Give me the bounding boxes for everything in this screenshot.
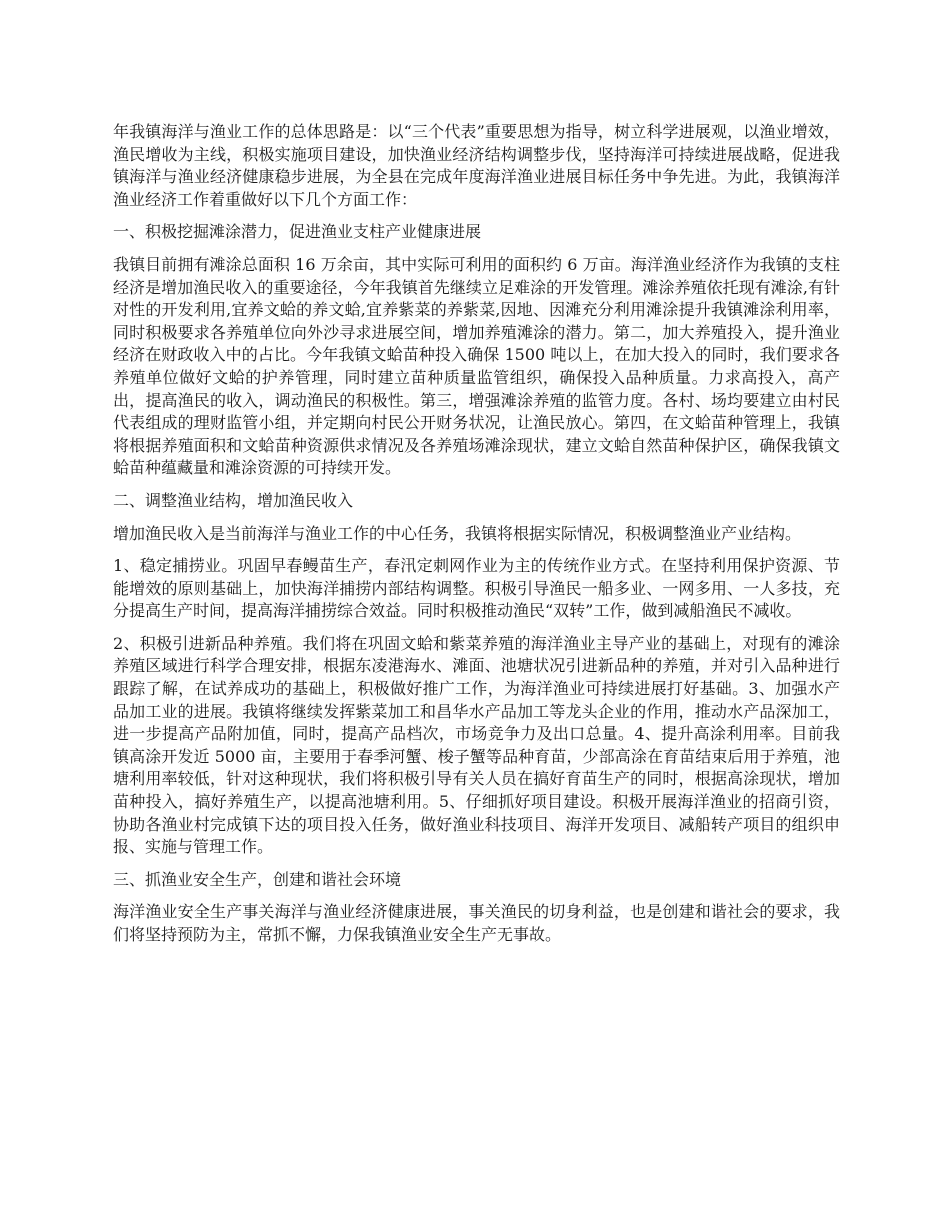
section-1-paragraph: 我镇目前拥有滩涂总面积 16 万余亩，其中实际可利用的面积约 6 万亩。海洋渔业经济作为我镇的支柱经济是增加渔民收入的重要途径，今年我镇首先继续立足难涂的开发管理。滩涂养殖依托现有滩涂,有针对性的开发利用,宜养文蛤的养文蛤,宜养紫菜的养紫菜,因地、因滩充分利用滩涂提升我镇滩涂利用率，同时积极要求各养殖单位向外沙寻求进展空间，增加养殖滩涂的潜力。第二，加大养殖投入，提升渔业经济在财政收入中的占比。今年我镇文蛤苗种投入确保 1500 吨以上，在加大投入的同时，我们要求各养殖单位做好文蛤的护养管理，同时建立苗种质量监管组织，确保投入品种质量。力求高投入，高产出，提高渔民的收入，调动渔民的积极性。第三，增强滩涂养殖的监管力度。各村、场均要建立由村民代表组成的理财监管小组，并定期向村民公开财务状况，让渔民放心。第四，在文蛤苗种管理上，我镇将根据养殖面积和文蛤苗种资源供求情况及各养殖场滩涂现状，建立文蛤自然苗种保护区，确保我镇文蛤苗种蕴藏量和滩涂资源的可持续开发。	[113, 254, 840, 478]
section-1-heading: 一、积极挖掘滩涂潜力，促进渔业支柱产业健康进展	[113, 222, 482, 242]
section-2-paragraph-3: 2、积极引进新品种养殖。我们将在巩固文蛤和紫菜养殖的海洋渔业主导产业的基础上，对现有的滩涂养殖区域进行科学合理安排，根据东凌港海水、滩面、池塘状况引进新品种的养殖，并对引入品种进行跟踪了解，在试养成功的基础上，积极做好推广工作，为海洋渔业可持续进展打好基础。3、加强水产品加工业的进展。我镇将继续发挥紫菜加工和昌华水产品加工等龙头企业的作用，推动水产品深加工，进一步提高产品附加值，同时，提高产品档次，市场竞争力及出口总量。4、提升高涂利用率。目前我镇高涂开发近 5000 亩，主要用于春季河蟹、梭子蟹等品种育苗，少部高涂在育苗结束后用于养殖，池塘利用率较低，针对这种现状，我们将积极引导有关人员在搞好育苗生产的同时，根据高涂现状，增加苗种投入，搞好养殖生产，以提高池塘利用。5、仔细抓好项目建设。积极开展海洋渔业的招商引资，协助各渔业村完成镇下达的项目投入任务，做好渔业科技项目、海洋开发项目、减船转产项目的组织申报、实施与管理工作。	[113, 633, 840, 857]
intro-paragraph: 年我镇海洋与渔业工作的总体思路是：以“三个代表”重要思想为指导，树立科学进展观，以渔业增效，渔民增收为主线，积极实施项目建设，加快渔业经济结构调整步伐，坚持海洋可持续进展战略，促进我镇海洋与渔业经济健康稳步进展，为全县在完成年度海洋渔业进展目标任务中争先进。为此，我镇海洋渔业经济工作着重做好以下几个方面工作：	[113, 122, 840, 209]
section-2-heading: 二、调整渔业结构，增加渔民收入	[113, 490, 354, 510]
section-3-paragraph: 海洋渔业安全生产事关海洋与渔业经济健康进展，事关渔民的切身利益，也是创建和谐社会的要求，我们将坚持预防为主，常抓不懈，力保我镇渔业安全生产无事故。	[113, 902, 840, 944]
section-3-heading: 三、抓渔业安全生产，创建和谐社会环境	[113, 869, 402, 889]
document-body	[113, 121, 840, 957]
section-2-paragraph-2: 1、稳定捕捞业。巩固早春鳗苗生产，春汛定刺网作业为主的传统作业方式。在坚持利用保护资源、节能增效的原则基础上，加快海洋捕捞内部结构调整。积极引导渔民一船多业、一网多用、一人多技，充分提高生产时间，提高海洋捕捞综合效益。同时积极推动渔民“双转”工作，做到减船渔民不减收。	[113, 556, 840, 621]
section-2-paragraph-1: 增加渔民收入是当前海洋与渔业工作的中心任务，我镇将根据实际情况，积极调整渔业产业结构。	[113, 523, 802, 543]
